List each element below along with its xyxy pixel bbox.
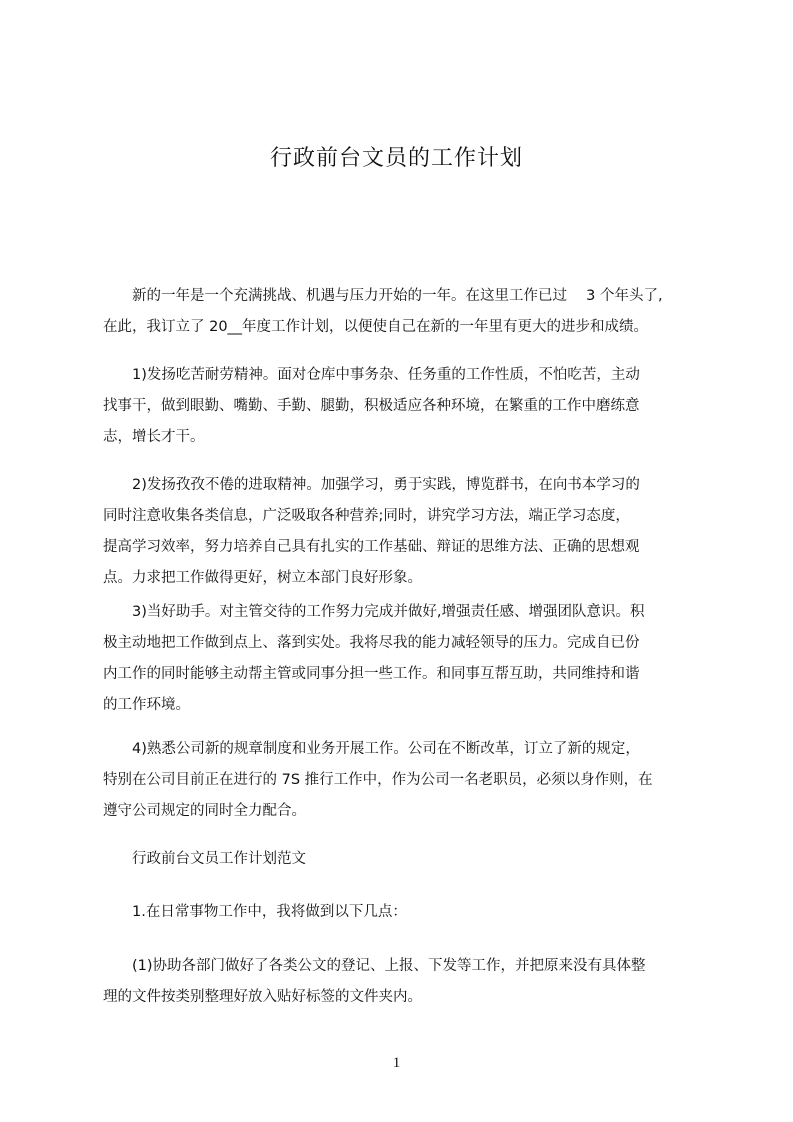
text-line: 1.在日常事物工作中，我将做到以下几点： [103, 904, 407, 920]
paragraph-item-4 [103, 736, 701, 829]
text-line: 理的文件按类别整理好放入贴好标签的文件夹内。 [103, 989, 422, 1005]
text-line: 3)当好助手。对主管交待的工作努力完成并做好,增强责任感、增强团队意识。积 [103, 604, 645, 620]
text-line: 同时注意收集各类信息，广泛吸取各种营养;同时，讲究学习方法，端正学习态度， [103, 508, 630, 524]
text-line: 提高学习效率，努力培养自己具有扎实的工作基础、辩证的思维方法、正确的思想观 [103, 539, 640, 555]
text-line: 点。力求把工作做得更好，树立本部门良好形象。 [103, 570, 422, 586]
text-line: 1)发扬吃苦耐劳精神。面对仓库中事务杂、任务重的工作性质，不怕吃苦，主动 [103, 367, 640, 383]
text-line: 内工作的同时能够主动帮主管或同事分担一些工作。和同事互帮互助，共同维持和谐 [103, 666, 640, 682]
paragraph-daily-work [103, 899, 701, 930]
paragraph-sub-item-1 [103, 953, 701, 1015]
text-line: 新的一年是一个充满挑战、机遇与压力开始的一年。在这里工作已过 3 个年头了, [103, 288, 663, 304]
text-line: 4)熟悉公司新的规章制度和业务开展工作。公司在不断改革，订立了新的规定， [103, 741, 640, 757]
text-line: 志，增长才干。 [103, 429, 205, 445]
section-heading [103, 846, 701, 877]
paragraph-intro [103, 283, 701, 345]
text-line: 2)发扬孜孜不倦的进取精神。加强学习，勇于实践，博览群书，在向书本学习的 [103, 477, 640, 493]
text-line: (1)协助各部门做好了各类公文的登记、上报、下发等工作，并把原来没有具体整 [103, 958, 646, 974]
paragraph-item-1 [103, 362, 701, 455]
paragraph-item-2 [103, 472, 701, 596]
paragraph-item-3 [103, 599, 701, 723]
page-number: 1 [392, 1055, 401, 1071]
document-title: 行政前台文员的工作计划 [269, 146, 523, 171]
text-line: 的工作环境。 [103, 697, 190, 713]
text-line: 极主动地把工作做到点上、落到实处。我将尽我的能力减轻领导的压力。完成自已份 [103, 635, 640, 651]
text-line: 找事干，做到眼勤、嘴勤、手勤、腿勤，积极适应各种环境，在繁重的工作中磨练意 [103, 398, 640, 414]
text-line: 在此，我订立了 20__年度工作计划，以便使自己在新的一年里有更大的进步和成绩。 [103, 319, 649, 335]
text-line: 行政前台文员工作计划范文 [103, 851, 306, 867]
text-line: 特别在公司目前正在进行的 7S 推行工作中，作为公司一名老职员，必须以身作则，在 [103, 772, 653, 788]
text-line: 遵守公司规定的同时全力配合。 [103, 803, 306, 819]
